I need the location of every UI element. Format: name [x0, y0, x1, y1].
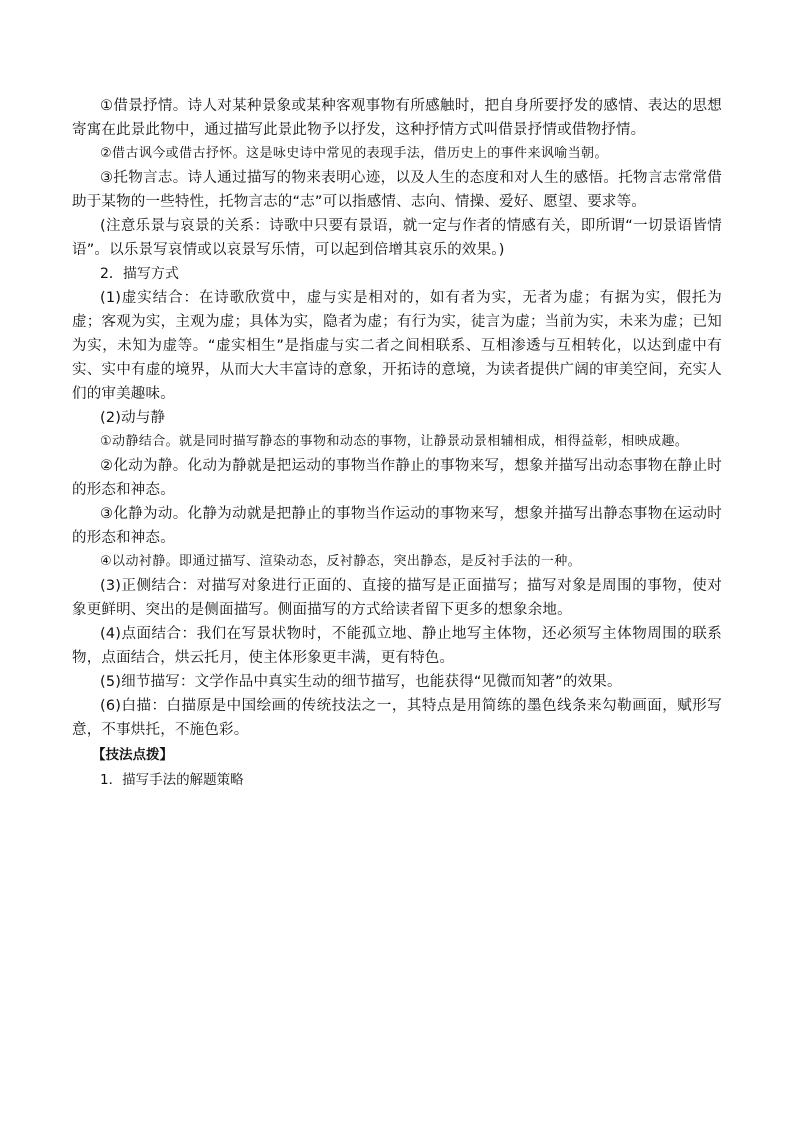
- paragraph-zhengce-jiehe: (3)正侧结合：对描写对象进行正面的、直接的描写是正面描写；描写对象是周围的事物，使对象更鲜明、突出的是侧面描写。侧面描写的方式给读者留下更多的想象余地。: [72, 578, 722, 618]
- subheading-jieti-celue: 1．描写手法的解题策略: [100, 772, 244, 788]
- paragraph-yidong-chenjing: ④以动衬静。即通过描写、渲染动态，反衬静态，突出静态，是反衬手法的一种。: [100, 554, 582, 569]
- paragraph-xijie-miaoxie: (5)细节描写：文学作品中真实生动的细节描写，也能获得“见微而知著”的效果。: [100, 674, 622, 690]
- subheading-dong-yu-jing: (2)动与静: [100, 410, 166, 426]
- paragraph-xushi-jiehe: (1)虚实结合：在诗歌欣赏中，虚与实是相对的，如有者为实，无者为虚；有据为实，假托为虚；客观为实，主观为虚；具体为实，隐者为虚；有行为实，徒言为虚；当前为实，未来为虚；已知为实，未知为虚等。“虚实相生”是指虚与实二者之间相联系、互相渗透与互相转化，以达到虚中有实、实中有虚的境界，从而大大丰富诗的意象，开拓诗的意境，为读者提供广阔的审美空间，充实人们的审美趣味。: [72, 290, 722, 402]
- section-heading-jifa-dianbo: 【技法点拨】: [92, 747, 173, 763]
- paragraph-dianmian-jiehe: (4)点面结合：我们在写景状物时，不能孤立地、静止地写主体物，还必须写主体物周围的联系物，点面结合，烘云托月，使主体形象更丰满，更有特色。: [72, 626, 722, 666]
- paragraph-note-lejing-aijing: (注意乐景与哀景的关系：诗歌中只要有景语，就一定与作者的情感有关，即所谓“一切景语皆情语”。以乐景写哀情或以哀景写乐情，可以起到倍增其哀乐的效果。): [72, 218, 722, 258]
- paragraph-huajing-weidong: ③化静为动。化静为动就是把静止的事物当作运动的事物来写，想象并描写出静态事物在运动时的形态和神态。: [72, 506, 722, 546]
- paragraph-jiejing-shuqing: ①借景抒情。诗人对某种景象或某种客观事物有所感触时，把自身所要抒发的感情、表达的思想寄寓在此景此物中，通过描写此景此物予以抒发，这种抒情方式叫借景抒情或借物抒情。: [72, 98, 722, 138]
- paragraph-tuowu-yanzhi: ③托物言志。诗人通过描写的物来表明心迹，以及人生的态度和对人生的感悟。托物言志常常借助于某物的一些特性，托物言志的“志”可以指感情、志向、情操、爱好、愿望、要求等。: [72, 170, 722, 210]
- section-heading-miaoxie-fangshi: 2．描写方式: [100, 266, 179, 282]
- document-body: [72, 94, 722, 792]
- paragraph-huadong-weijing: ②化动为静。化动为静就是把运动的事物当作静止的事物来写，想象并描写出动态事物在静止时的形态和神态。: [72, 458, 722, 498]
- paragraph-dongjing-jiehe: ①动静结合。就是同时描写静态的事物和动态的事物，让静景动景相辅相成，相得益彰，相映成趣。: [100, 434, 689, 449]
- paragraph-baimiao: (6)白描：白描原是中国绘画的传统技法之一，其特点是用简练的墨色线条来勾勒画面，赋形写意，不事烘托，不施色彩。: [72, 698, 722, 738]
- paragraph-jiegu-fengjin: ②借古讽今或借古抒怀。这是咏史诗中常见的表现手法，借历史上的事件来讽喻当朝。: [100, 146, 608, 161]
